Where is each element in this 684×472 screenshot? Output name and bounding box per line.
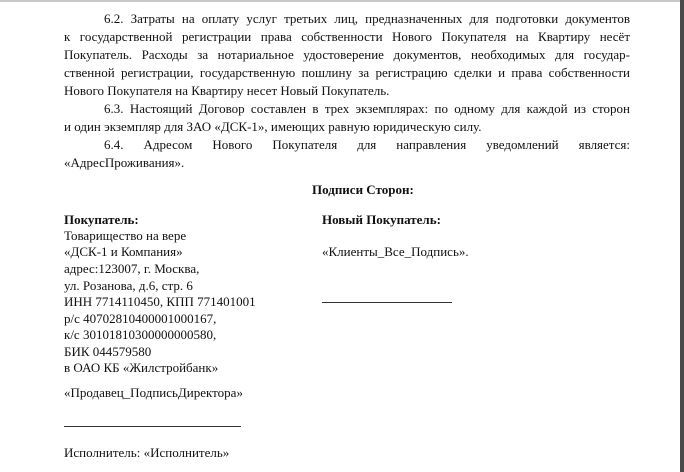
buyer-line: ИНН 7714110450, КПП 771401001 xyxy=(64,294,256,309)
buyer-line: БИК 044579580 xyxy=(64,344,152,359)
new-buyer-title: Новый Покупатель: xyxy=(322,212,441,227)
buyer-line: к/с 30101810300000000580, xyxy=(64,327,217,342)
clause-6-4-line-2: «АдресПроживания». xyxy=(64,155,185,170)
page-top-border xyxy=(0,0,684,2)
buyer-line: «ДСК-1 и Компания» xyxy=(64,244,183,259)
clause-number: 6.3. xyxy=(104,101,124,116)
buyer-signature-line xyxy=(64,426,241,427)
clause-6-3-line-1: 6.3. Настоящий Договор составлен в трех экземплярах: по одному для каждой из сторон xyxy=(104,101,631,116)
new-buyer-signature-line xyxy=(322,302,452,303)
buyer-line: ул. Розанова, д.6, стр. 6 xyxy=(64,278,193,293)
buyer-line: в ОАО КБ «Жилстройбанк» xyxy=(64,360,219,375)
clause-6-2-line-2: к государственной регистрации права собственности Нового Покупателя на Квартиру несёт xyxy=(64,29,630,44)
page-right-border xyxy=(680,0,684,472)
signatures-heading: Подписи Сторон: xyxy=(312,182,414,197)
clause-6-2-line-1: 6.2. Затраты на оплату услуг третьих лиц, предназначенных для подготовки документов xyxy=(104,11,631,26)
clause-6-2-line-5: Нового Покупателя на Квартиру несет Новый Покупатель. xyxy=(64,83,390,98)
buyer-title: Покупатель: xyxy=(64,212,139,227)
buyer-signature-placeholder: «Продавец_ПодписьДиректора» xyxy=(64,385,243,400)
clause-6-4-line-1: 6.4. Адресом Нового Покупателя для направления уведомлений является: xyxy=(104,137,631,152)
executor-line: Исполнитель: «Исполнитель» xyxy=(64,445,230,460)
clause-number: 6.4. xyxy=(104,137,124,152)
buyer-line: адрес:123007, г. Москва, xyxy=(64,261,200,276)
clause-6-2-line-4: ственной регистрации, государственную пошлину за регистрацию сделки и права собственности xyxy=(64,65,630,80)
clause-6-2 xyxy=(64,10,630,100)
clause-6-2-line-3: Покупатель. Расходы за нотариальное удостоверение документов, необходимых для государ- xyxy=(64,47,630,62)
clause-number: 6.2. xyxy=(104,11,124,26)
clause-6-3-line-2: и один экземпляр для ЗАО «ДСК-1», имеющих равную юридическую силу. xyxy=(64,119,482,134)
buyer-line: р/с 40702810400001000167, xyxy=(64,311,217,326)
new-buyer-signature-placeholder: «Клиенты_Все_Подпись». xyxy=(322,244,469,259)
buyer-line: Товарищество на вере xyxy=(64,228,187,243)
clause-6-3 xyxy=(64,100,630,136)
clause-6-4 xyxy=(64,136,630,172)
